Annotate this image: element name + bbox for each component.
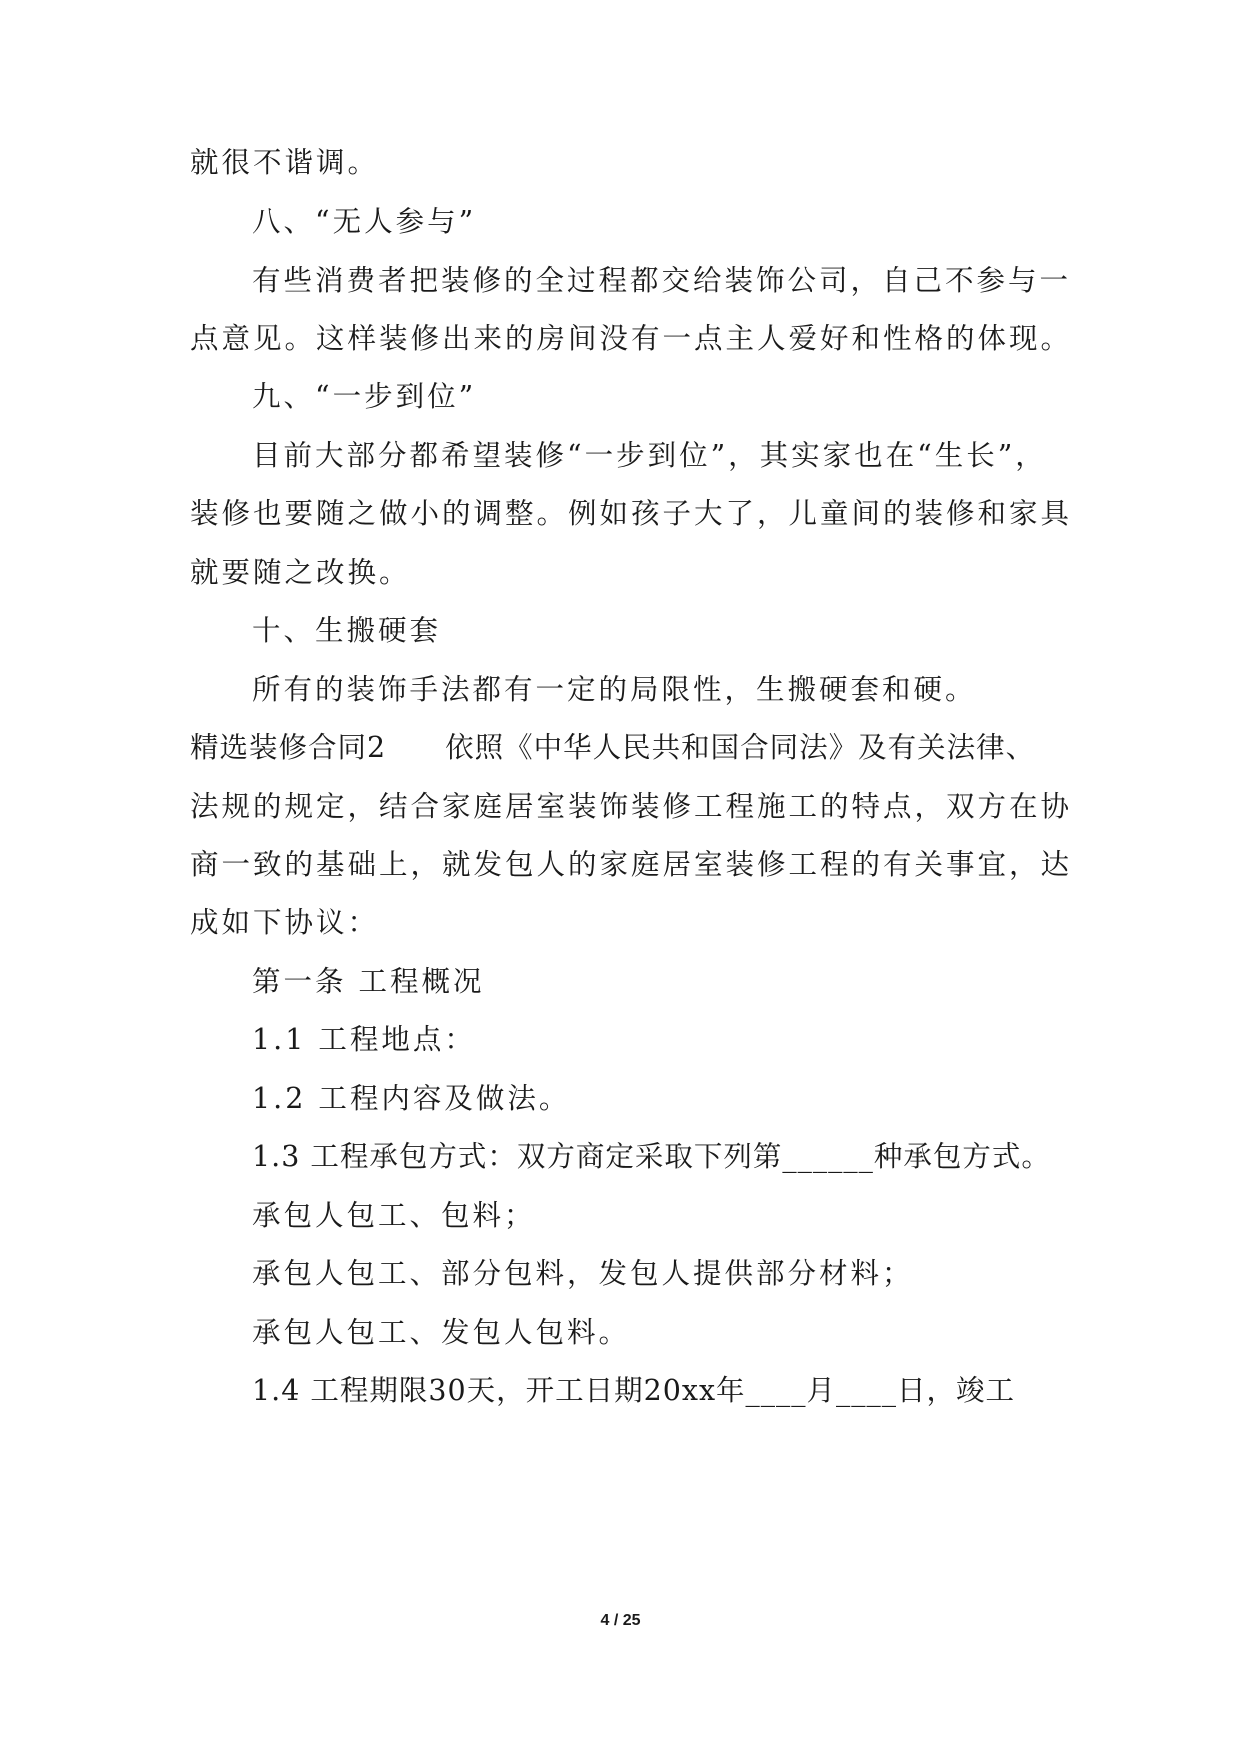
page-number: 4 / 25 [600, 1612, 641, 1629]
text-line: 成如下协议： [190, 906, 380, 939]
text-line: 商一致的基础上，就发包人的家庭居室装修工程的有关事宜，达 [190, 848, 1073, 881]
clause-line: 1.1 工程地点： [252, 1023, 476, 1056]
text-line: 所有的装饰手法都有一定的局限性，生搬硬套和硬。 [252, 673, 977, 706]
article-heading: 第一条 工程概况 [252, 965, 485, 998]
text-line: 点意见。这样装修出来的房间没有一点主人爱好和性格的体现。 [190, 322, 1073, 355]
text-line: 就很不谐调。 [190, 146, 380, 179]
text-line: 目前大部分都希望装修“一步到位”，其实家也在“生长”， [252, 439, 1047, 472]
clause-line: 1.3 工程承包方式：双方商定采取下列第______种承包方式。 [252, 1140, 1051, 1173]
clause-line: 1.4 工程期限30天，开工日期20xx年____月____日，竣工 [252, 1374, 1016, 1407]
text-line: 就要随之改换。 [190, 556, 411, 589]
text-line: 法规的规定，结合家庭居室装饰装修工程施工的特点，双方在协 [190, 790, 1073, 823]
section-heading: 八、“无人参与” [252, 205, 477, 238]
text-line: 装修也要随之做小的调整。例如孩子大了，儿童间的装修和家具 [190, 497, 1073, 530]
document-title-line: 精选装修合同2 依照《中华人民共和国合同法》及有关法律、 [190, 731, 1036, 764]
clause-line: 1.2 工程内容及做法。 [252, 1082, 571, 1115]
section-heading: 九、“一步到位” [252, 380, 477, 413]
section-heading: 十、生搬硬套 [252, 614, 442, 647]
option-line: 承包人包工、包料； [252, 1199, 536, 1232]
option-line: 承包人包工、部分包料，发包人提供部分材料； [252, 1257, 914, 1290]
option-line: 承包人包工、发包人包料。 [252, 1316, 631, 1349]
text-line: 有些消费者把装修的全过程都交给装饰公司，自己不参与一 [252, 264, 1072, 297]
